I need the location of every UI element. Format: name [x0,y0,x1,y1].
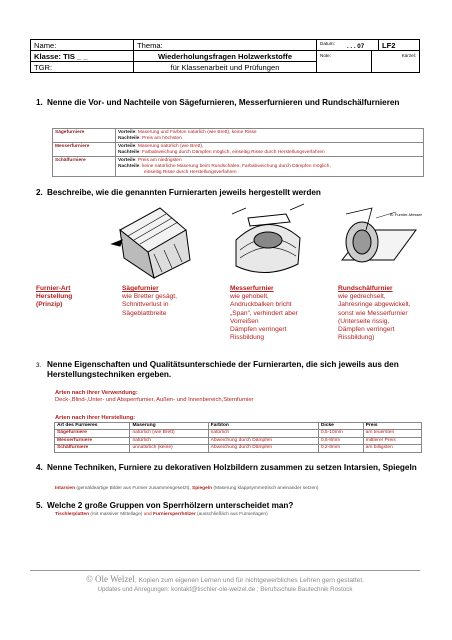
col-rundschaelfurnier: Rundschälfurnier wie gedrechselt, Jahresringe abgewickelt, sonst wie Messerfurnier (Unterseite rissig, Dämpfen verringert Rissbildung) [338,285,411,342]
herstellung-heading: Arten nach ihrer Herstellung: [55,415,136,421]
table-row: Schälfurniere Vorteile: Preis am niedrigsten Nachteile: keine natürliche Maserung beim Rundschälen, Farbabweichung durch Dämpfen möglich, einseitig Risse durch Herstellungsverfahren [53,157,424,177]
header-table [30,39,420,73]
datum-value: . . . 07 [346,42,365,50]
table-row: Messerfurniere Vorteile: Maserung natürlich (wie Brett), Nachteile: Farbabweichung durch Dämpfen möglich, einseitig Risse durch Herstellungsverfahren [53,143,424,157]
table-row: Messerfurniere natürlich Abweichung durch Dämpfen 0,5-8mm mittlerer Preis [55,437,422,444]
datum-label: Datum: [320,40,335,46]
worksheet-title: Wiederholungsfragen Holzwerkstoffe [134,51,317,62]
question-2: 2. Beschreibe, wie die genannten Furnierarten jeweils hergestellt werden [36,188,427,198]
saw-veneer-illustration [110,200,196,282]
question-4-text: Nenne Techniken, Furniere zu dekorativen Holzbildern zusammen zu setzen Intarsien, Spiegeln [47,463,417,472]
knife-veneer-illustration [228,200,308,282]
col-messerfurnier: Messerfurnier wie gehobelt, Andruckbalken bricht „Span“, verhindert aber Vorreißen Dämpfen verringert Rissbildung [230,285,298,342]
note-label: Note: [317,51,372,73]
illustration-tag: B: Furnier-Messer [390,212,423,217]
veneer-pros-cons-table [52,128,424,177]
veneer-properties-table [54,422,422,453]
col-saegefurnier: Sägefurnier wie Bretter gesägt, Schnittverlust in Sägeblattbreite [122,285,177,317]
answer-4: Intarsien (gemäldeartige Bilder aus Furnier zusammengesetzt), Spiegeln (Maserung klappsymmetrisch aneinander setzen) [55,486,319,491]
col-furnier-art: Furnier-Art Herstellung (Prinzip) [36,285,73,309]
footer-divider [30,570,420,571]
question-3-text: Nenne Eigenschaften und Qualitätsunterschiede der Furnierarten, die sich jeweils aus den Herstellungstechniken ergeben. [47,360,399,379]
table-row: Schälfurniere unnatürlich (keine) Abweichung durch Dämpfen 0,2-8mm am billigsten [55,445,422,452]
table-row: Sägefurniere natürlich (wie Brett) natürlich 0,5-10mm am teuersten [55,430,422,437]
name-label: Name: [31,40,134,51]
table-header-row: Art des Furnieres Maserung Farbton Dicke Preis [55,423,422,430]
lernfeld: LF2 [379,40,420,51]
footer-copyright: © Ole Welzel; Kopien zum eigenen Lernen und für nichtgewerbliches Lehren gern gestattet. [85,574,365,584]
question-3: 3. Nenne Eigenschaften und Qualitätsunterschiede der Furnierarten, die sich jeweils aus den Herstellungstechniken ergeben. [36,360,427,380]
verwendung-block: Arten nach ihrer Verwendung: Deck-,Blind-,Unter- und Absperrfurnier, Außen- und Innenbereich,Sternfurnier [55,390,254,404]
answer-5: Tischlerplatten (mit massiver Mittellage) und Furniersperrhölzer (ausschließlich aus Furnierlagen) [55,512,268,517]
question-2-text: Beschreibe, wie die genannten Furnierarten jeweils hergestellt werden [47,188,321,197]
tgr-field: TGR: [31,62,134,73]
question-4: 4. Nenne Techniken, Furniere zu dekorativen Holzbildern zusammen zu setzen Intarsien, Spiegeln [36,463,427,473]
thema-label: Thema: [134,40,317,51]
rotary-veneer-illustration [336,200,424,282]
question-1-text: Nenne die Vor- und Nachteile von Sägefurnieren, Messerfurnieren und Rundschälfurnieren [47,98,400,107]
klasse-field: Klasse: TIS _ _ [31,51,134,62]
table-row: Sägefurniere Vorteile: Maserung und Farbton natürlich (wie Brett), keine Risse Nachteile: Preis am höchsten [53,129,424,143]
kuerzel-label: Kürzel: [372,51,420,73]
question-5: 5. Welche 2 große Gruppen von Sperrhölzern unterscheidet man? [36,501,427,511]
question-5-text: Welche 2 große Gruppen von Sperrhölzern unterscheidet man? [47,501,294,510]
question-1: 1. Nenne die Vor- und Nachteile von Sägefurnieren, Messerfurnieren und Rundschälfurnieren [36,98,427,108]
worksheet-subtitle: für Klassenarbeit und Prüfungen [134,62,317,73]
footer-contact: Updates und Anregungen: kontakt@tischler-ole-welzel.de ; Berufsschule Bautechnik Rostock [97,586,353,593]
